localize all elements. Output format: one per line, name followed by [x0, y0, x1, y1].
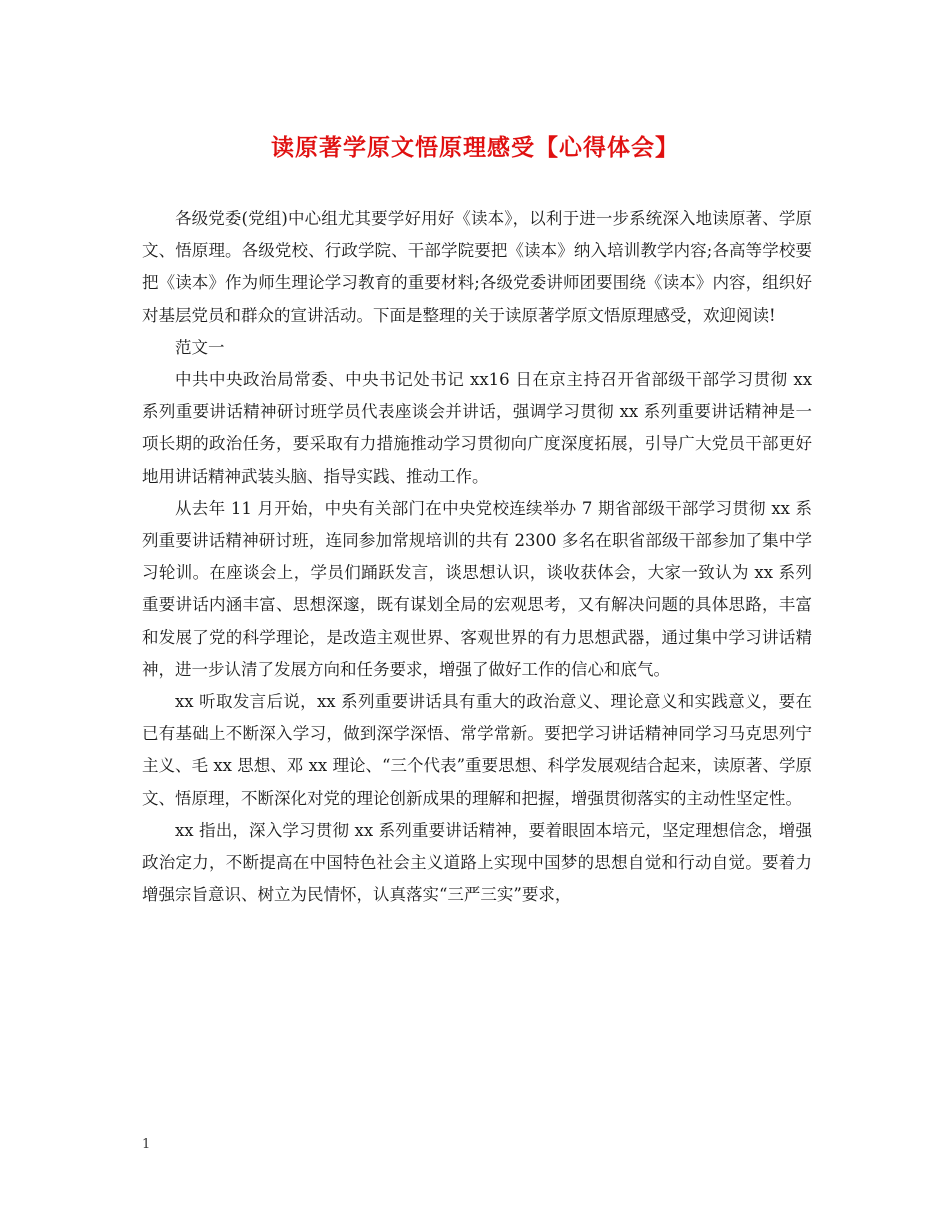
- intro-paragraph: 各级党委(党组)中心组尤其要学好用好《读本》，以利于进一步系统深入地读原著、学原文、悟原理。各级党校、行政学院、干部学院要把《读本》纳入培训教学内容;各高等学校要把《读本》作为师生理论学习教育的重要材料;各级党委讲师团要围绕《读本》内容，组织好对基层党员和群众的宣讲活动。下面是整理的关于读原著学原文悟原理感受，欢迎阅读!: [142, 209, 812, 325]
- page-number: 1: [142, 1137, 151, 1152]
- document-body: [142, 203, 812, 911]
- body-paragraph: 从去年 11 月开始，中央有关部门在中央党校连续举办 7 期省部级干部学习贯彻 xx 系列重要讲话精神研讨班，连同参加常规培训的共有 2300 多名在职省部级干部参加了集中学习轮训。在座谈会上，学员们踊跃发言，谈思想认识，谈收获体会，大家一致认为 xx 系列重要讲话内涵丰富、思想深邃，既有谋划全局的宏观思考，又有解决问题的具体思路，丰富和发展了党的科学理论，是改造主观世界、客观世界的有力思想武器，通过集中学习讲话精神，进一步认清了发展方向和任务要求，增强了做好工作的信心和底气。: [142, 498, 812, 679]
- section-heading-fanwen-1: 范文一: [175, 337, 225, 357]
- body-paragraph: xx 指出，深入学习贯彻 xx 系列重要讲话精神，要着眼固本培元，坚定理想信念，增强政治定力，不断提高在中国特色社会主义道路上实现中国梦的思想自觉和行动自觉。要着力增强宗旨意识、树立为民情怀，认真落实“三严三实”要求，: [142, 820, 812, 905]
- document-title: 读原著学原文悟原理感受【心得体会】: [271, 135, 679, 161]
- body-paragraph: xx 听取发言后说，xx 系列重要讲话具有重大的政治意义、理论意义和实践意义，要在已有基础上不断深入学习，做到深学深悟、常学常新。要把学习讲话精神同学习马克思列宁主义、毛 xx 思想、邓 xx 理论、“三个代表”重要思想、科学发展观结合起来，读原著、学原文、悟原理，不断深化对党的理论创新成果的理解和把握，增强贯彻落实的主动性坚定性。: [142, 692, 812, 808]
- body-paragraph: 中共中央政治局常委、中央书记处书记 xx16 日在京主持召开省部级干部学习贯彻 xx 系列重要讲话精神研讨班学员代表座谈会并讲话，强调学习贯彻 xx 系列重要讲话精神是一项长期的政治任务，要采取有力措施推动学习贯彻向广度深度拓展，引导广大党员干部更好地用讲话精神武装头脑、指导实践、推动工作。: [142, 370, 812, 486]
